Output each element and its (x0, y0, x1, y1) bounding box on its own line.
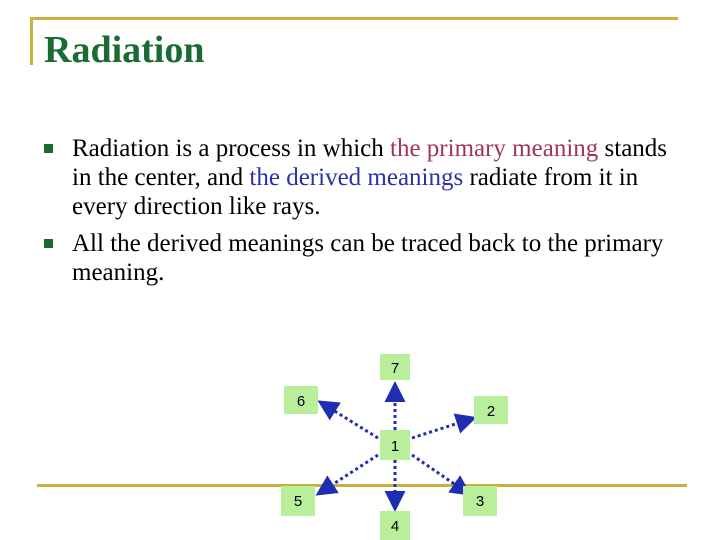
bullet-text-1-e: radiate from it in every direction like rays. (72, 164, 639, 220)
node-label-5: 5 (293, 493, 303, 510)
highlight-derived-meanings: the derived meanings (249, 164, 464, 191)
arrow-to-5 (318, 455, 378, 494)
node-label-6: 6 (296, 393, 306, 410)
node-label-3: 3 (475, 493, 485, 510)
arrow-to-2 (412, 418, 474, 438)
node-label-7: 7 (390, 360, 400, 377)
slide-title: Radiation (44, 29, 205, 71)
node-label-4: 4 (390, 518, 400, 535)
node-label-2: 2 (486, 403, 496, 420)
bullet-text-2: All the derived meanings can be traced back to the primary meaning. (72, 230, 664, 286)
bullet-text-1-c: stands in the center, and (72, 135, 668, 191)
node-label-1: 1 (390, 438, 400, 455)
bullet-text-1-a: Radiation is a process in which (72, 135, 390, 162)
arrow-to-6 (320, 402, 378, 438)
highlight-primary-meaning: the primary meaning (390, 135, 599, 162)
arrow-to-3 (412, 455, 469, 494)
